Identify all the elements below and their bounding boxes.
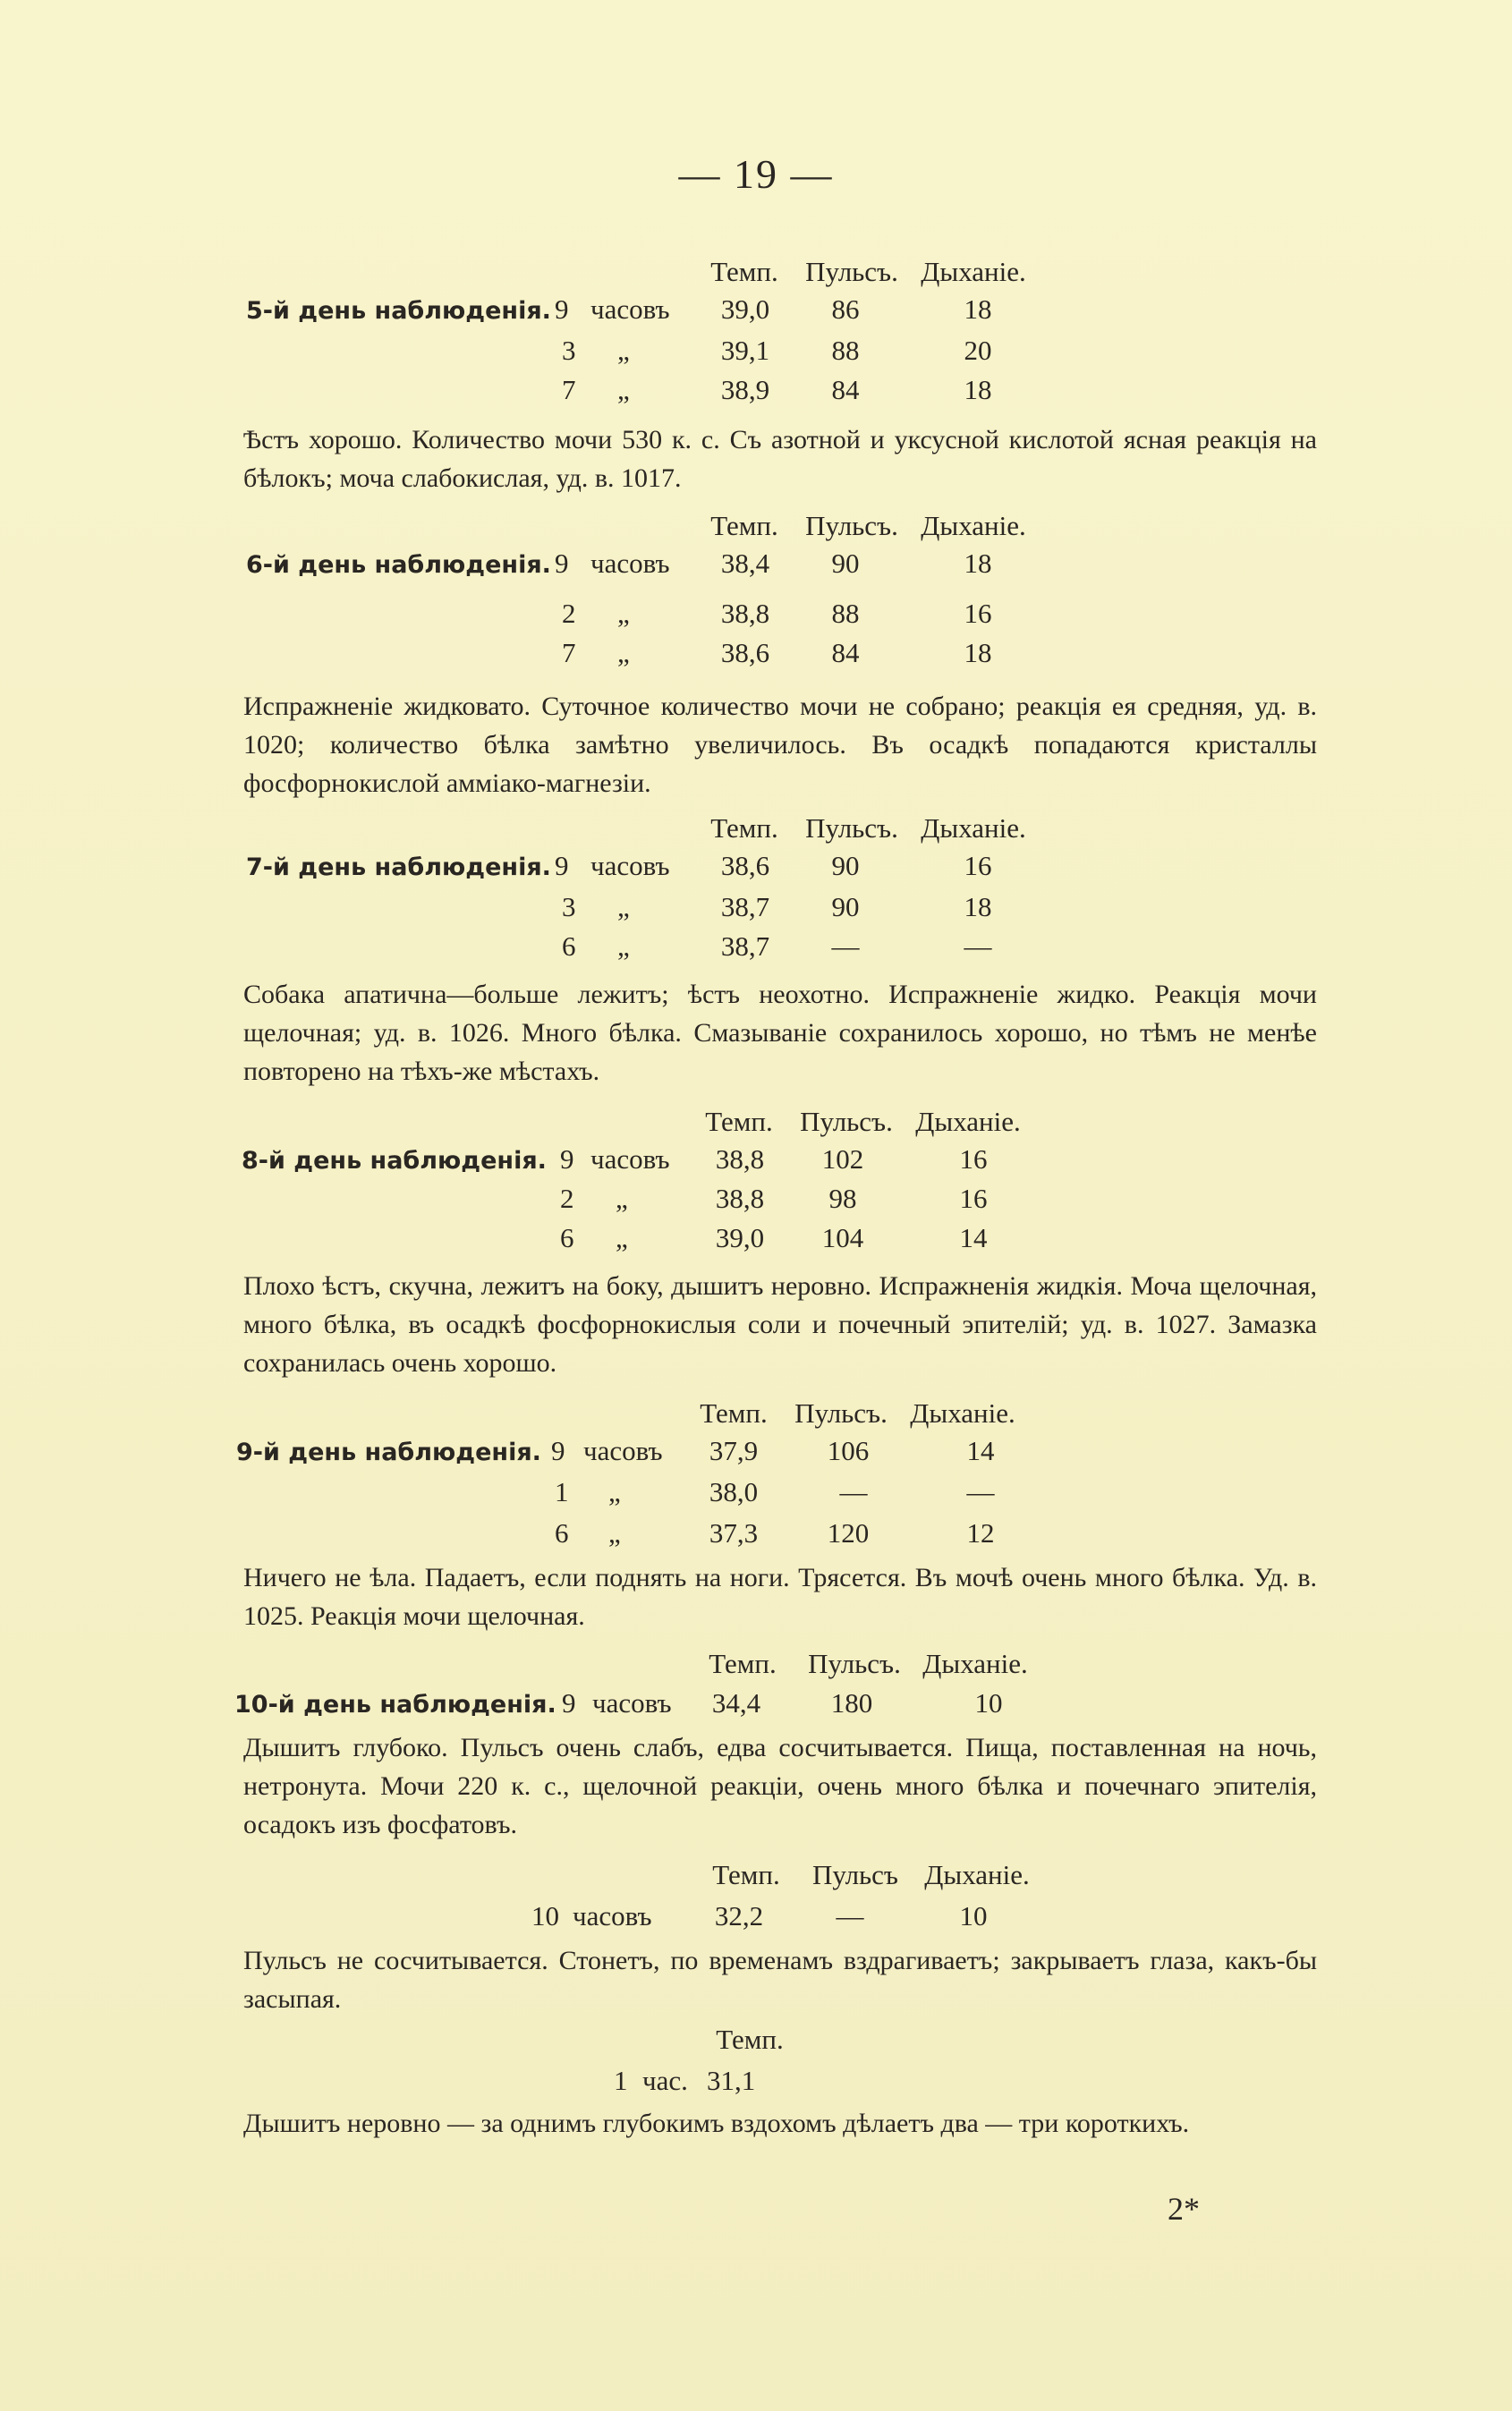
day-label: 7-й день наблюденія. <box>246 853 551 881</box>
pulse-value: 106 <box>827 1435 870 1466</box>
time-value: 1 <box>555 1476 569 1507</box>
pulse-value: — <box>836 1900 864 1931</box>
resp-value: 16 <box>959 1183 988 1214</box>
time-value: 9 <box>555 548 569 579</box>
time-value: 9 <box>562 1687 576 1719</box>
header-temp: Темп. <box>709 1648 777 1679</box>
temp-value: 37,9 <box>709 1435 759 1466</box>
pulse-value: 104 <box>821 1222 864 1253</box>
pulse-value: 88 <box>831 335 860 366</box>
pulse-value: — <box>831 930 860 962</box>
observation-note: Ничего не ѣла. Падаетъ, если поднять на ноги. Трясется. Въ мочѣ очень много бѣлка. Уд. в. 1025. Реакція мочи щелочная. <box>243 1563 1317 1631</box>
resp-value: 12 <box>966 1517 995 1549</box>
pulse-value: 98 <box>828 1183 857 1214</box>
time-value: 9 <box>551 1435 565 1466</box>
time-value: 9 <box>555 850 569 881</box>
resp-value: 16 <box>964 850 992 881</box>
header-temp: Темп. <box>716 2024 784 2055</box>
sheet-signature-mark: 2* <box>1168 2191 1200 2227</box>
header-resp: Дыханіе. <box>921 812 1026 844</box>
time-unit: часовъ <box>590 293 670 325</box>
header-pulse: Пульсъ. <box>800 1106 893 1137</box>
temp-value: 38,9 <box>720 374 770 405</box>
header-resp: Дыханіе. <box>915 1106 1021 1137</box>
ditto-mark: „ <box>617 598 630 629</box>
time-value: 6 <box>560 1222 574 1253</box>
header-pulse: Пульсъ <box>812 1859 898 1890</box>
temp-value: 38,0 <box>709 1476 759 1507</box>
header-resp: Дыханіе. <box>922 1648 1028 1679</box>
header-resp: Дыханіе. <box>921 256 1026 287</box>
temp-value: 37,3 <box>709 1517 759 1549</box>
pulse-value: 86 <box>831 293 860 325</box>
pulse-value: — <box>839 1476 868 1507</box>
temp-value: 38,6 <box>720 637 770 668</box>
header-resp: Дыханіе. <box>924 1859 1030 1890</box>
header-pulse: Пульсъ. <box>805 256 898 287</box>
resp-value: 18 <box>964 637 992 668</box>
time-value: 1 <box>614 2065 628 2096</box>
header-pulse: Пульсъ. <box>794 1397 888 1429</box>
time-unit: часовъ <box>592 1687 672 1719</box>
day-label: 9-й день наблюденія. <box>236 1439 541 1466</box>
time-value: 3 <box>562 335 576 366</box>
observation-note: Пульсъ не сосчитывается. Стонетъ, по временамъ вздрагиваетъ; закрываетъ глаза, какъ-бы засыпая. <box>243 1946 1317 2014</box>
observation-note: Плохо ѣстъ, скучна, лежитъ на боку, дышитъ неровно. Испражненія жидкія. Моча щелочная, много бѣлка, въ осадкѣ фосфорнокислыя соли и почечный эпителій; уд. в. 1027. Замазка сохранилась очень хорошо. <box>243 1271 1317 1378</box>
time-value: 9 <box>560 1143 574 1175</box>
resp-value: 14 <box>966 1435 995 1466</box>
resp-value: 16 <box>959 1143 988 1175</box>
temp-value: 32,2 <box>714 1900 764 1931</box>
observation-note: Ѣстъ хорошо. Количество мочи 530 к. с. Съ азотной и уксусной кислотой ясная реакція на бѣлокъ; моча слабокислая, уд. в. 1017. <box>243 425 1317 493</box>
temp-value: 38,8 <box>715 1143 765 1175</box>
observation-note: Дышитъ неровно — за однимъ глубокимъ вздохомъ дѣлаетъ два — три короткихъ. <box>243 2109 1190 2138</box>
time-unit: часовъ <box>590 1143 670 1175</box>
time-unit: часовъ <box>573 1900 652 1931</box>
ditto-mark: „ <box>608 1517 621 1549</box>
temp-value: 38,7 <box>720 891 770 922</box>
resp-value: 18 <box>964 293 992 325</box>
day-label: 5-й день наблюденія. <box>246 297 551 325</box>
temp-value: 31,1 <box>707 2065 756 2096</box>
temp-value: 38,8 <box>720 598 770 629</box>
pulse-value: 120 <box>827 1517 870 1549</box>
ditto-mark: „ <box>617 374 630 405</box>
temp-value: 38,8 <box>715 1183 765 1214</box>
time-value: 9 <box>555 293 569 325</box>
ditto-mark: „ <box>617 930 630 962</box>
resp-value: 10 <box>959 1900 988 1931</box>
pulse-value: 88 <box>831 598 860 629</box>
observation-note: Дышитъ глубоко. Пульсъ очень слабъ, едва сосчитывается. Пища, поставленная на ночь, нетронута. Мочи 220 к. с., щелочной реакціи, очень много бѣлка и почечнаго эпителія, осадокъ изъ фосфатовъ. <box>243 1733 1317 1839</box>
header-pulse: Пульсъ. <box>805 812 898 844</box>
pulse-value: 84 <box>831 637 860 668</box>
time-value: 2 <box>560 1183 574 1214</box>
pulse-value: 90 <box>831 850 860 881</box>
resp-value: 14 <box>959 1222 988 1253</box>
pulse-value: 90 <box>831 548 860 579</box>
header-temp: Темп. <box>710 256 778 287</box>
pulse-value: 84 <box>831 374 860 405</box>
resp-value: 20 <box>964 335 992 366</box>
ditto-mark: „ <box>608 1476 621 1507</box>
time-value: 6 <box>555 1517 569 1549</box>
observation-note: Испражненіе жидковато. Суточное количество мочи не собрано; реакція ея средняя, уд. в. 1020; количество бѣлка замѣтно увеличилось. Въ осадкѣ попадаются кристаллы фосфорнокислой аммiако-магнезіи. <box>243 692 1317 798</box>
resp-value: 10 <box>974 1687 1003 1719</box>
observation-note: Собака апатична—больше лежитъ; ѣстъ неохотно. Испражненіе жидко. Реакція мочи щелочная; уд. в. 1026. Много бѣлка. Смазываніе сохранилось хорошо, но тѣмъ не менѣе повторено на тѣхъ-же мѣстахъ. <box>243 980 1317 1086</box>
ditto-mark: „ <box>616 1222 628 1253</box>
header-temp: Темп. <box>710 812 778 844</box>
ditto-mark: „ <box>617 637 630 668</box>
pulse-value: 90 <box>831 891 860 922</box>
ditto-mark: „ <box>617 891 630 922</box>
time-value: 2 <box>562 598 576 629</box>
resp-value: — <box>964 930 992 962</box>
ditto-mark: „ <box>616 1183 628 1214</box>
time-unit: часовъ <box>590 850 670 881</box>
header-pulse: Пульсъ. <box>805 510 898 541</box>
temp-value: 38,4 <box>720 548 770 579</box>
header-temp: Темп. <box>712 1859 780 1890</box>
time-unit: часовъ <box>590 548 670 579</box>
header-resp: Дыханіе. <box>921 510 1026 541</box>
resp-value: 18 <box>964 548 992 579</box>
resp-value: 18 <box>964 374 992 405</box>
header-resp: Дыханіе. <box>910 1397 1015 1429</box>
time-value: 3 <box>562 891 576 922</box>
header-temp: Темп. <box>705 1106 773 1137</box>
day-label: 8-й день наблюденія. <box>242 1147 547 1175</box>
pulse-value: 102 <box>821 1143 864 1175</box>
temp-value: 38,6 <box>720 850 770 881</box>
temp-value: 38,7 <box>720 930 770 962</box>
time-value: 7 <box>562 637 576 668</box>
time-value: 6 <box>562 930 576 962</box>
time-unit: час. <box>642 2065 688 2096</box>
time-unit: часовъ <box>583 1435 663 1466</box>
temp-value: 39,1 <box>720 335 770 366</box>
resp-value: 16 <box>964 598 992 629</box>
header-pulse: Пульсъ. <box>808 1648 901 1679</box>
page-number: — 19 — <box>678 151 834 197</box>
ditto-mark: „ <box>617 335 630 366</box>
resp-value: 18 <box>964 891 992 922</box>
time-value: 10 <box>531 1900 559 1931</box>
header-temp: Темп. <box>700 1397 768 1429</box>
pulse-value: 180 <box>830 1687 873 1719</box>
time-value: 7 <box>562 374 576 405</box>
header-temp: Темп. <box>710 510 778 541</box>
day-label: 6-й день наблюденія. <box>246 551 551 579</box>
temp-value: 34,4 <box>711 1687 761 1719</box>
day-label: 10-й день наблюденія. <box>234 1691 556 1719</box>
resp-value: — <box>966 1476 995 1507</box>
temp-value: 39,0 <box>715 1222 765 1253</box>
temp-value: 39,0 <box>720 293 770 325</box>
